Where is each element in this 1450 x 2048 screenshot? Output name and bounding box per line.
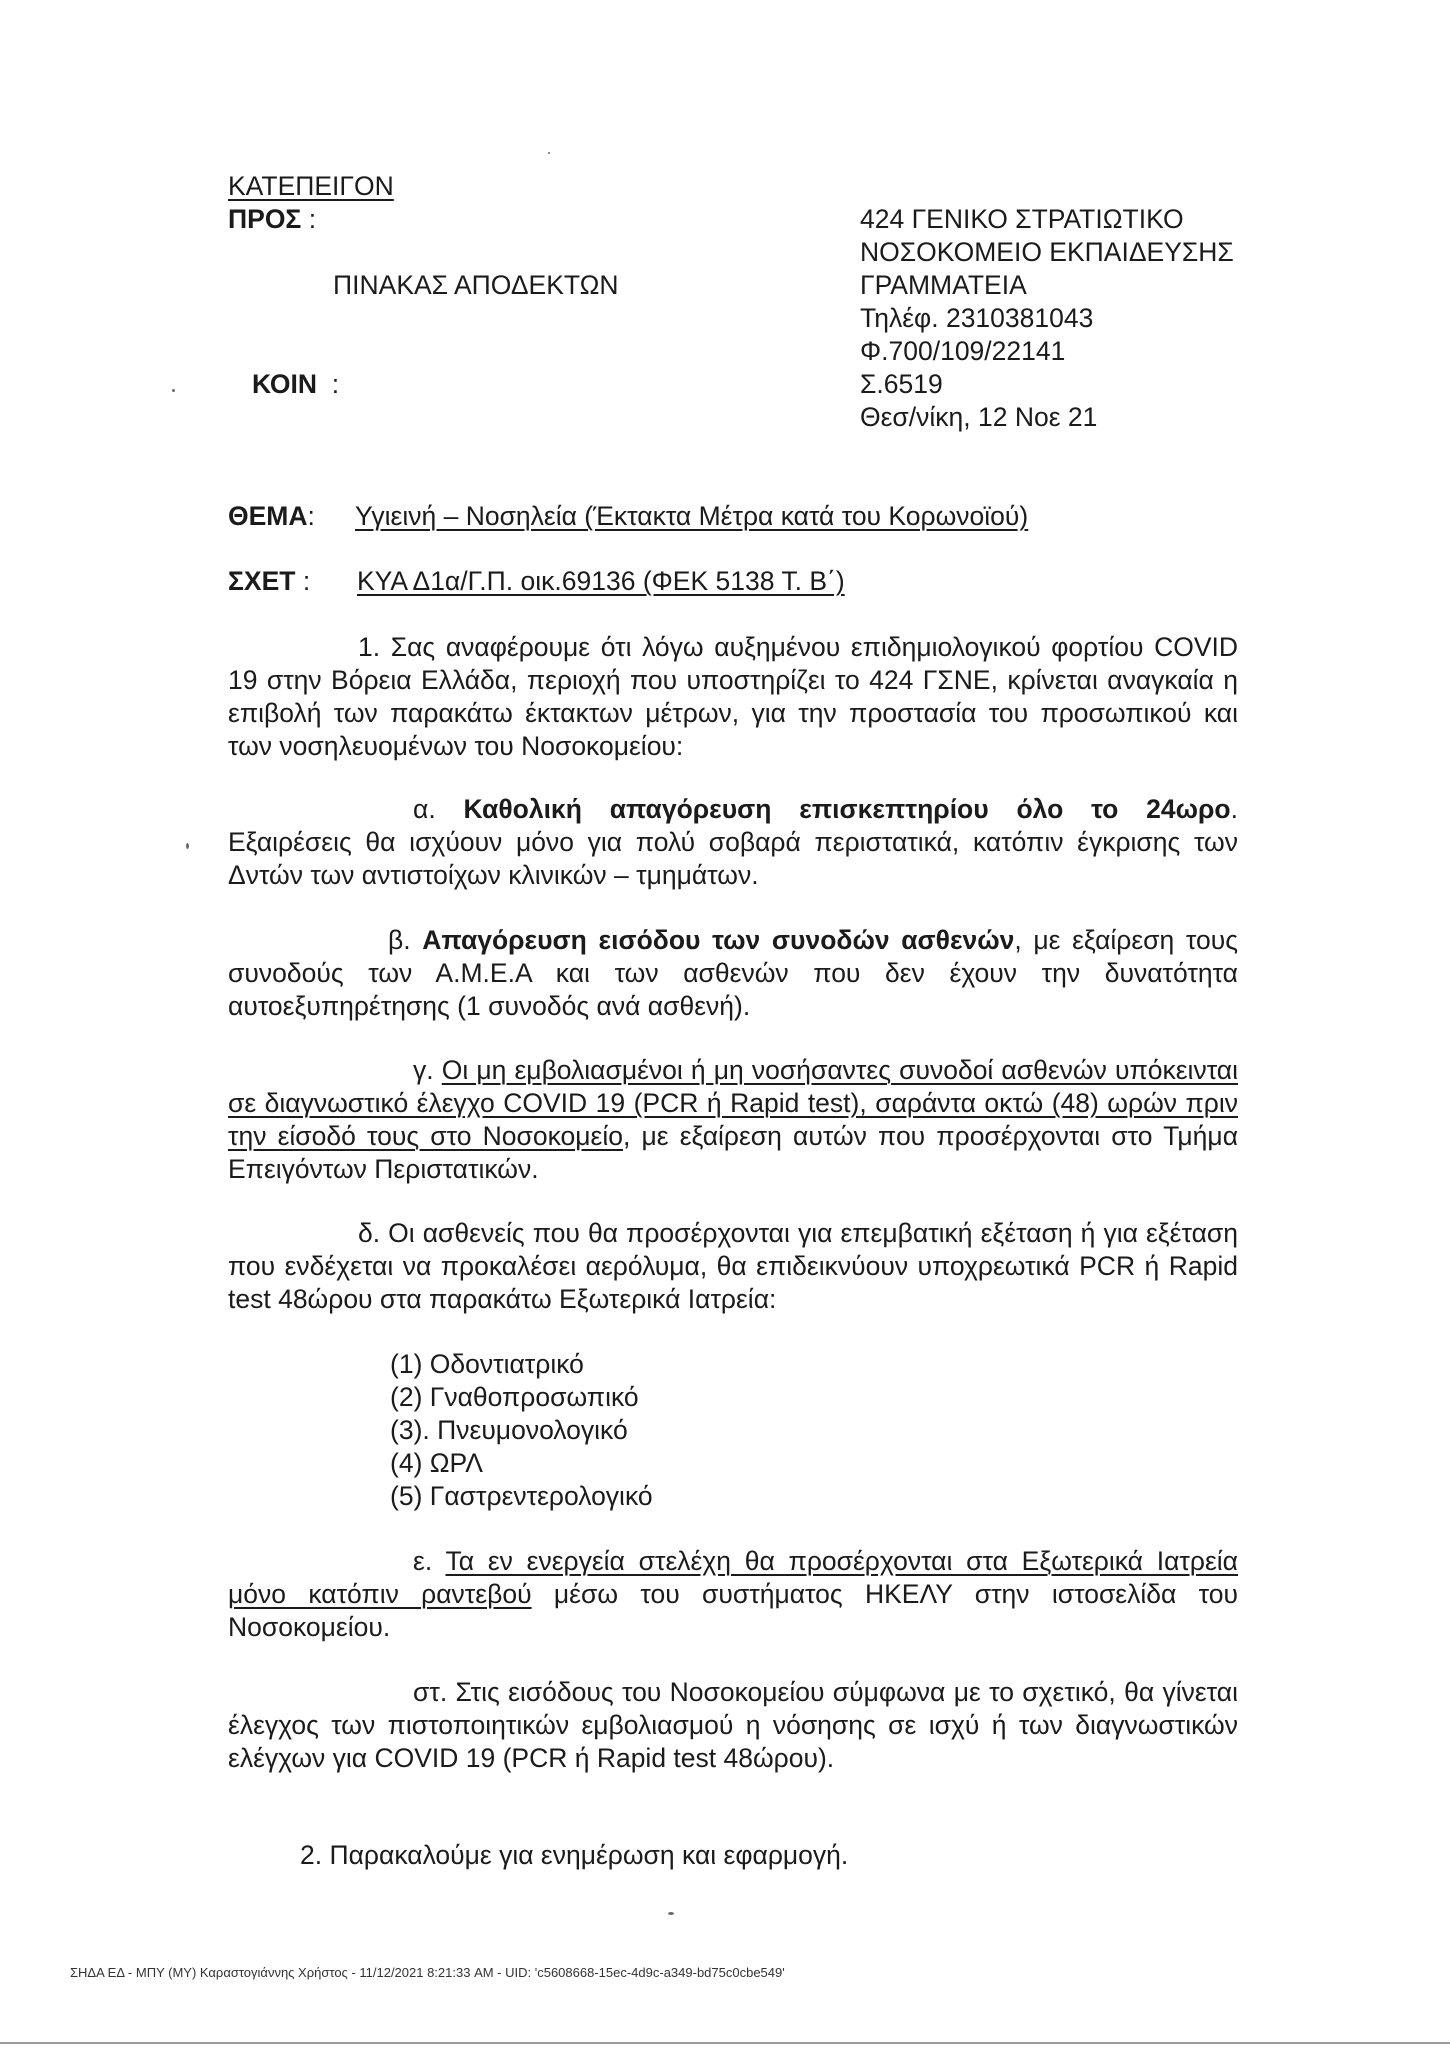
sender-line-1: 424 ΓΕΝΙΚΟ ΣΤΡΑΤΙΩΤΙΚΟ — [860, 204, 1184, 234]
to-label: ΠΡΟΣ — [228, 204, 302, 234]
to-line — [228, 203, 316, 236]
list-item: (2) Γναθοπροσωπικό — [390, 1382, 639, 1412]
to-colon: : — [308, 204, 317, 234]
urgent-label: ΚΑΤΕΠΕΙΓΟΝ — [228, 171, 394, 201]
subject-label: ΘΕΜΑ — [228, 501, 308, 531]
paragraph-a: α. Καθολική απαγόρευση επισκεπτηρίου όλο το 24ωρο. Εξαιρέσεις θα ισχύουν μόνο για πολύ σοβαρά περιστατικά, κατόπιν έγκρισης των Δντών των αντιστοίχων κλινικών – τμημάτων. — [228, 794, 1238, 890]
paragraph-d: δ. Οι ασθενείς που θα προσέρχονται για επεμβατική εξέταση ή για εξέταση που ενδέχεται να προκαλέσει αερόλυμα, θα επιδεικνύουν υποχρεωτικά PCR ή Rapid test 48ώρου στα παρακάτω Εξωτερικά Ιατρεία: — [228, 1218, 1238, 1314]
sender-file-number: Φ.700/109/22141 — [860, 336, 1066, 366]
reference-colon: : — [302, 566, 311, 596]
subject-line — [228, 500, 315, 533]
reference-label: ΣΧΕΤ — [228, 566, 296, 596]
scan-speck — [186, 843, 189, 849]
paragraph-b: β. Απαγόρευση εισόδου των συνοδών ασθενών, με εξαίρεση τους συνοδούς των Α.Μ.Ε.Α και των ασθενών που δεν έχουν την δυνατότητα αυτοεξυπηρέτησης (1 συνοδός ανά ασθενή). — [228, 925, 1238, 1021]
sender-line-3: ΓΡΑΜΜΑΤΕΙΑ — [860, 270, 1027, 300]
scan-speck — [172, 389, 175, 392]
list-item: (1) Οδοντιατρικό — [390, 1349, 584, 1379]
scan-speck — [668, 1912, 674, 1915]
reference-line — [228, 565, 310, 598]
paragraph-e-underline: Τα εν ενεργεία στελέχη θα προσέρχονται στα Εξωτερικά Ιατρεία μόνο κατόπιν ραντεβού — [228, 1546, 1239, 1609]
cc-line — [252, 368, 339, 401]
sender-line-2: ΝΟΣΟΚΟΜΕΙΟ ΕΚΠΑΙΔΕΥΣΗΣ — [860, 237, 1234, 267]
paragraph-c-underline: Οι μη εμβολιασμένοι ή μη νοσήσαντες συνοδοί ασθενών υπόκεινται σε διαγνωστικό έλεγχο COVID 19 (PCR ή Rapid test), σαράντα οκτώ (48) ωρών πριν την είσοδό τους στο Νοσοκομείο — [228, 1055, 1238, 1151]
sender-place-date: Θεσ/νίκη, 12 Νοε 21 — [860, 402, 1098, 432]
paragraph-c: γ. Οι μη εμβολιασμένοι ή μη νοσήσαντες συνοδοί ασθενών υπόκεινται σε διαγνωστικό έλεγχο COVID 19 (PCR ή Rapid test), σαράντα οκτώ (48) ωρών πριν την είσοδό τους στο Νοσοκομείο, με εξαίρεση αυτών που προσέρχονται στο Τμήμα Επειγόντων Περιστατικών. — [228, 1055, 1239, 1184]
page-bottom-edge — [0, 2042, 1450, 2044]
cc-colon: : — [331, 369, 340, 399]
paragraph-1: 1. Σας αναφέρουμε ότι λόγω αυξημένου επιδημιολογικού φορτίου COVID 19 στην Βόρεια Ελλάδα, περιοχή που υποστηρίζει το 424 ΓΣΝΕ, κρίνεται αναγκαία η επιβολή των παρακάτω έκτακτων μέτρων, για την προστασία του προσωπικού και των νοσηλευομένων του Νοσοκομείου: — [228, 632, 1238, 761]
digital-signature-stamp: ΣΗΔΑ ΕΔ - ΜΠΥ (ΜΥ) Καραστογιάννης Χρήστος - 11/12/2021 8:21:33 AM - UID: 'c5608668-15ec-4d9c-a349-bd75c0cbe549' — [70, 1965, 785, 1980]
reference-text: ΚΥΑ Δ1α/Γ.Π. οικ.69136 (ΦΕΚ 5138 Τ. Β΄) — [357, 566, 845, 596]
paragraph-a-bold: Καθολική απαγόρευση επισκεπτηρίου όλο το 24ωρο — [463, 794, 1231, 824]
paragraph-2: 2. Παρακαλούμε για ενημέρωση και εφαρμογή. — [300, 1840, 849, 1870]
subject-text: Υγιεινή – Νοσηλεία (Έκτακτα Μέτρα κατά του Κορωνοϊού) — [355, 501, 1029, 531]
list-item: (4) ΩΡΛ — [390, 1448, 483, 1478]
list-item: (3). Πνευμονολογικό — [390, 1415, 628, 1445]
scan-speck — [548, 152, 550, 154]
paragraph-e: ε. Τα εν ενεργεία στελέχη θα προσέρχονται στα Εξωτερικά Ιατρεία μόνο κατόπιν ραντεβού μέσω του συστήματος ΗΚΕΛΥ στην ιστοσελίδα του Νοσοκομείου. — [228, 1546, 1239, 1642]
paragraph-b-bold: Απαγόρευση εισόδου των συνοδών ασθενών — [422, 925, 1015, 955]
list-item: (5) Γαστρεντερολογικό — [390, 1481, 653, 1511]
paragraph-st: στ. Στις εισόδους του Νοσοκομείου σύμφωνα με το σχετικό, θα γίνεται έλεγχος των πιστοποιητικών εμβολιασμού η νόσησης σε ισχύ ή των διαγνωστικών ελέγχων για COVID 19 (PCR ή Rapid test 48ώρου). — [228, 1677, 1238, 1773]
sender-phone: Τηλέφ. 2310381043 — [860, 303, 1094, 333]
cc-label: ΚΟΙΝ — [252, 369, 318, 399]
sender-serial: Σ.6519 — [860, 369, 943, 399]
recipients-table-label: ΠΙΝΑΚΑΣ ΑΠΟΔΕΚΤΩΝ — [333, 270, 619, 300]
subject-colon: : — [307, 501, 315, 531]
